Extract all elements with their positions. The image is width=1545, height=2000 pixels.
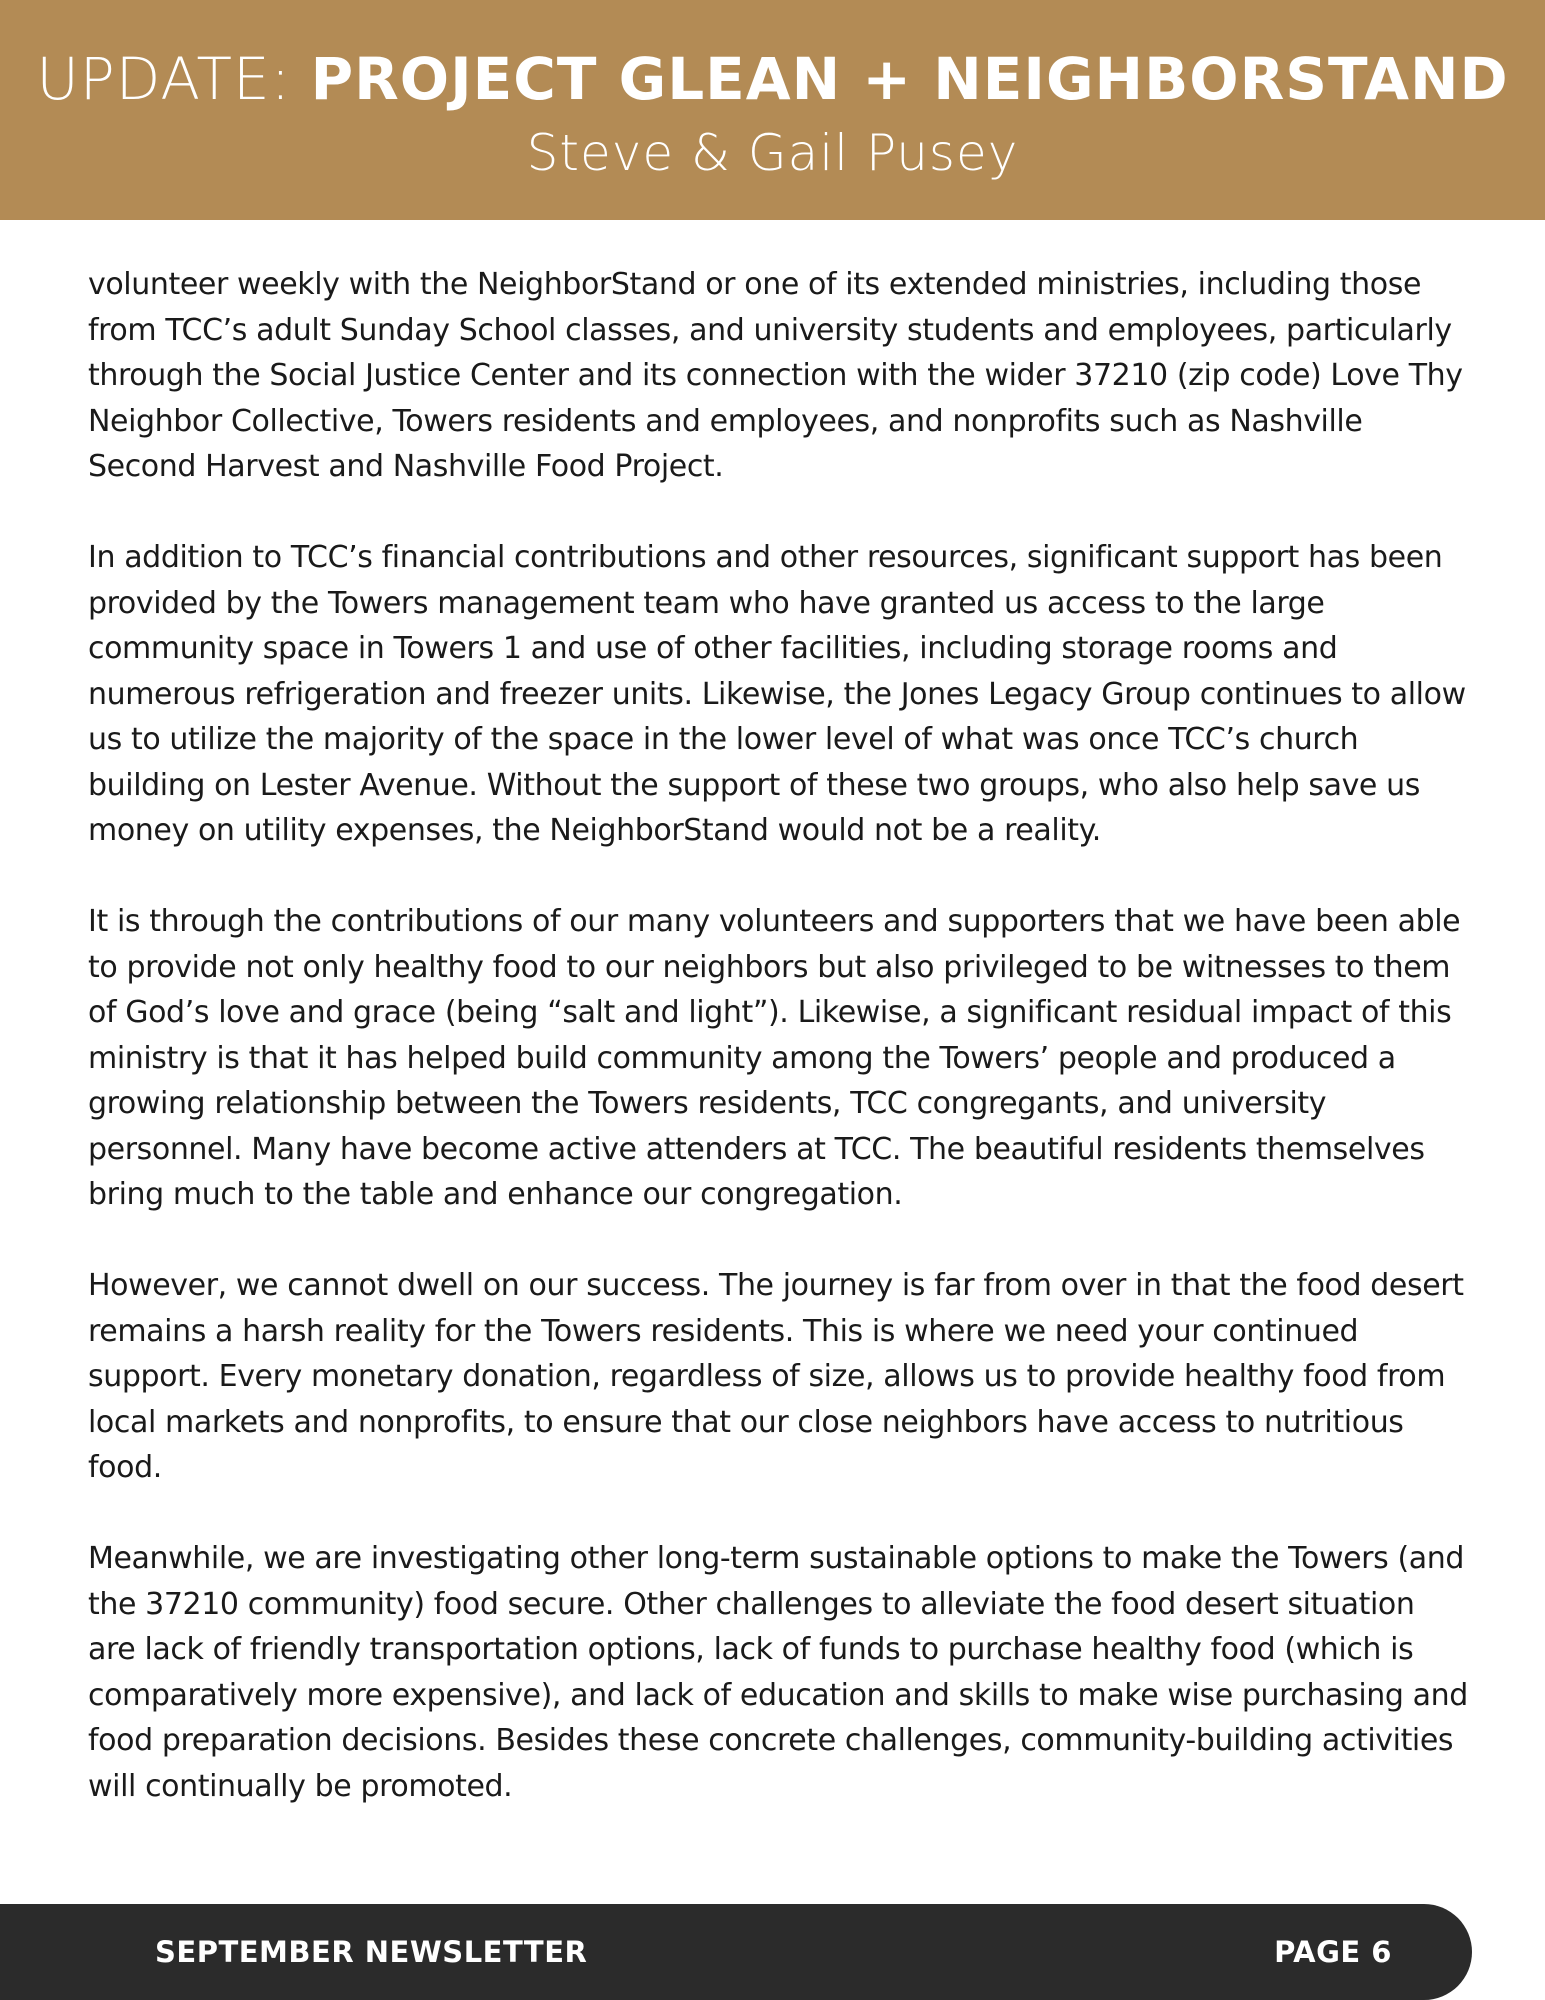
article-body (88, 262, 1468, 1855)
title-bold: PROJECT GLEAN + NEIGHBORSTAND (310, 45, 1509, 113)
page-header (0, 0, 1545, 220)
page-subtitle: Steve & Gail Pusey (526, 124, 1019, 182)
paragraph-3: It is through the contributions of our many volunteers and supporters that we have been able to provide not only healthy food to our neighbors but also privileged to be witnesses to them of God’s love and grace (being “salt and light”). Likewise, a significant residual impact of this ministry is that it has helped build community among the Towers’ people and produced a growing relationship between the Towers residents, TCC congregants, and university personnel. Many have become active attenders at TCC. The beautiful residents themselves bring much to the table and enhance our congregation. (88, 904, 1461, 1212)
paragraph-4: However, we cannot dwell on our success. The journey is far from over in that the food desert remains a harsh reality for the Towers residents. This is where we need your continued support. Every monetary donation, regardless of size, allows us to provide healthy food from local markets and nonprofits, to ensure that our close neighbors have access to nutritious food. (88, 1268, 1464, 1485)
paragraph-2: In addition to TCC’s financial contributions and other resources, significant support has been provided by the Towers management team who have granted us access to the large community space in Towers 1 and use of other facilities, including storage rooms and numerous refrigeration and freezer units. Likewise, the Jones Legacy Group continues to allow us to utilize the majority of the space in the lower level of what was once TCC’s church building on Lester Avenue. Without the support of these two groups, who also help save us money on utility expenses, the NeighborStand would not be a reality. (88, 540, 1466, 848)
title-prefix: UPDATE: (36, 45, 311, 113)
page-number: PAGE 6 (1274, 1935, 1392, 1969)
page-footer (0, 1904, 1472, 2000)
newsletter-label: SEPTEMBER NEWSLETTER (155, 1935, 588, 1969)
page-title (0, 44, 1545, 114)
paragraph-5: Meanwhile, we are investigating other long-term sustainable options to make the Towers (and the 37210 community) food secure. Other challenges to alleviate the food desert situation are lack of friendly transportation options, lack of funds to purchase healthy food (which is comparatively more expensive), and lack of education and skills to make wise purchasing and food preparation decisions. Besides these concrete challenges, community-building activities will continually be promoted. (88, 1541, 1468, 1804)
paragraph-1: volunteer weekly with the NeighborStand or one of its extended ministries, including those from TCC’s adult Sunday School classes, and university students and employees, particularly through the Social Justice Center and its connection with the wider 37210 (zip code) Love Thy Neighbor Collective, Towers residents and employees, and nonprofits such as Nashville Second Harvest and Nashville Food Project. (88, 267, 1463, 484)
